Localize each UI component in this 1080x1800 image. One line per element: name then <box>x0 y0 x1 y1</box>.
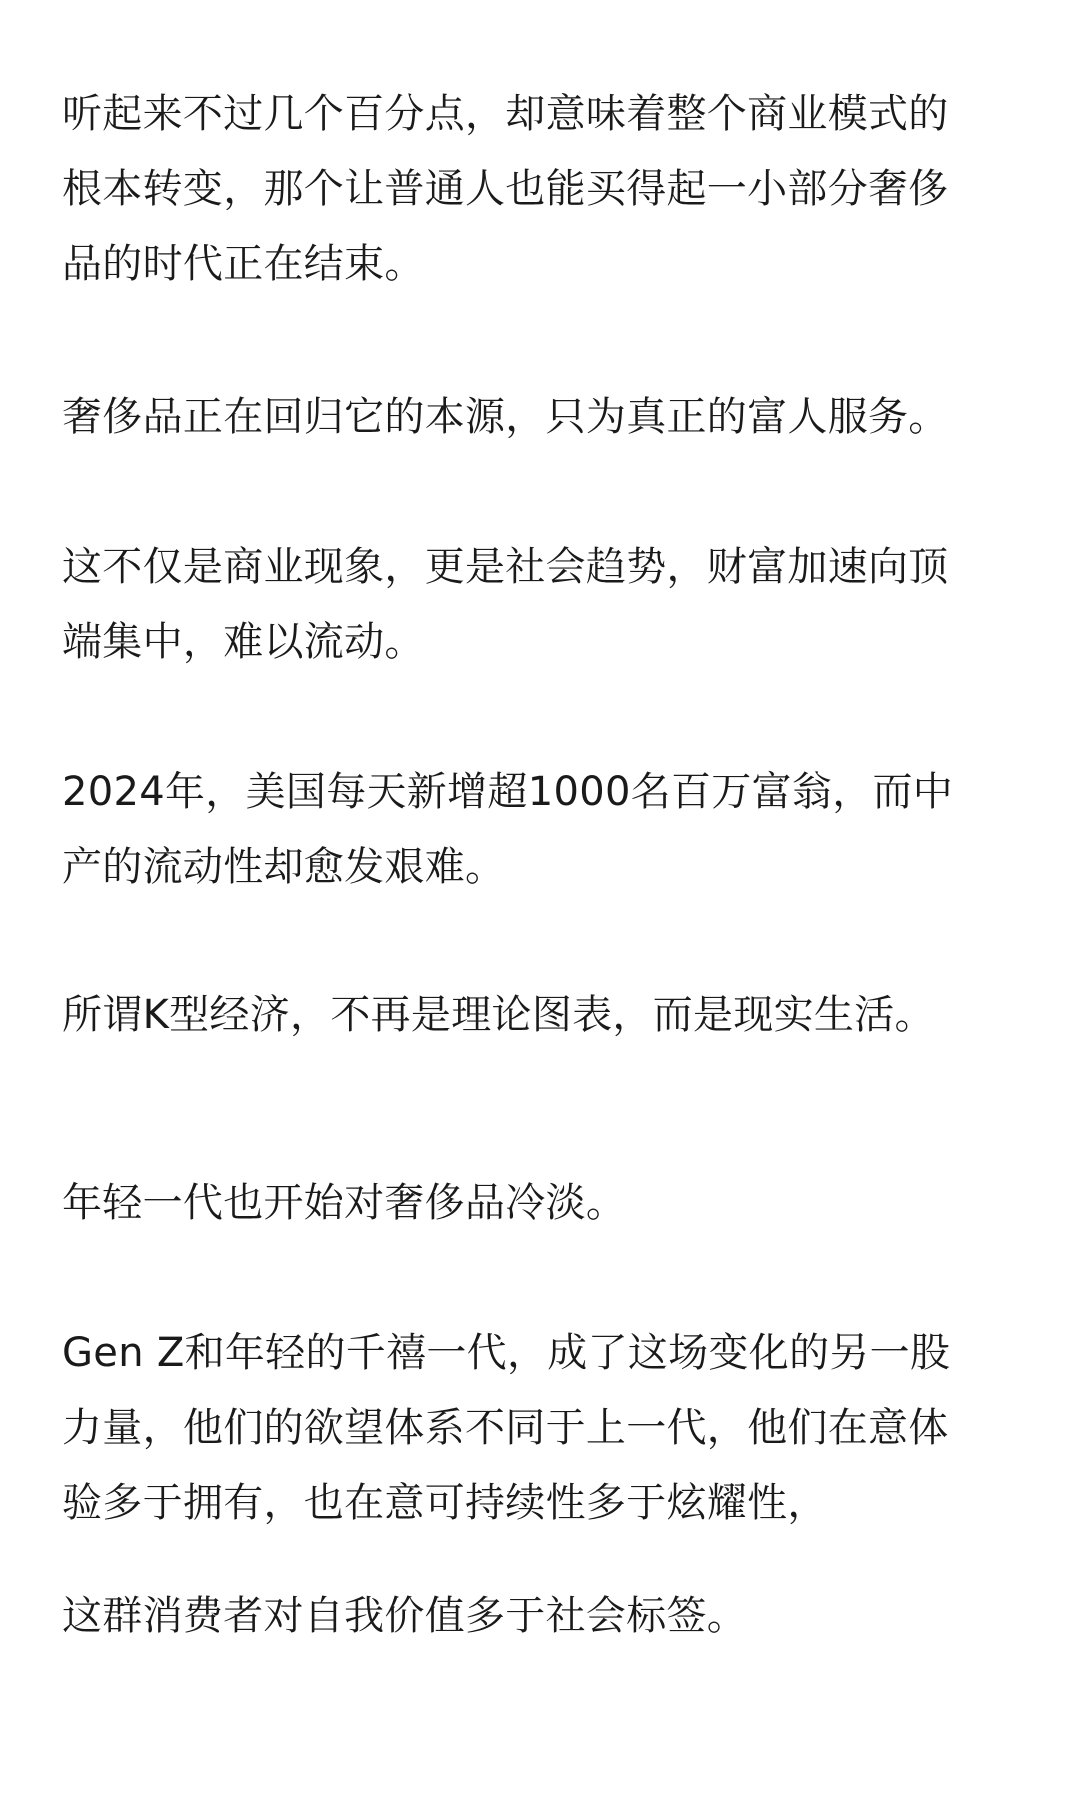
text-line: 年轻一代也开始对奢侈品冷淡。 <box>62 1180 627 1226</box>
text-line: 产的流动性却愈发艰难。 <box>62 844 506 890</box>
text-line: 力量，他们的欲望体系不同于上一代，他们在意体 <box>62 1405 949 1451</box>
paragraph-2 <box>62 380 949 455</box>
text-line: 2024年，美国每天新增超1000名百万富翁，而中 <box>62 769 954 815</box>
text-line: 端集中，难以流动。 <box>62 619 425 665</box>
text-line: Gen Z和年轻的千禧一代，成了这场变化的另一股 <box>62 1330 951 1376</box>
paragraph-5 <box>62 978 935 1053</box>
text-line: 根本转变，那个让普通人也能买得起一小部分奢侈 <box>62 166 949 212</box>
text-line: 验多于拥有，也在意可持续性多于炫耀性， <box>62 1480 828 1526</box>
paragraph-8 <box>62 1579 747 1654</box>
text-line: 奢侈品正在回归它的本源，只为真正的富人服务。 <box>62 394 949 440</box>
text-line: 这群消费者对自我价值多于社会标签。 <box>62 1593 748 1639</box>
paragraph-1 <box>62 77 949 302</box>
paragraph-3 <box>62 530 949 680</box>
paragraph-6 <box>62 1166 626 1241</box>
paragraph-4 <box>62 755 953 905</box>
text-line: 这不仅是商业现象，更是社会趋势，财富加速向顶 <box>62 544 949 590</box>
paragraph-7 <box>62 1316 950 1541</box>
text-line: 听起来不过几个百分点，却意味着整个商业模式的 <box>62 91 949 137</box>
text-line: 品的时代正在结束。 <box>62 241 425 287</box>
text-line: 所谓K型经济，不再是理论图表，而是现实生活。 <box>62 992 935 1038</box>
